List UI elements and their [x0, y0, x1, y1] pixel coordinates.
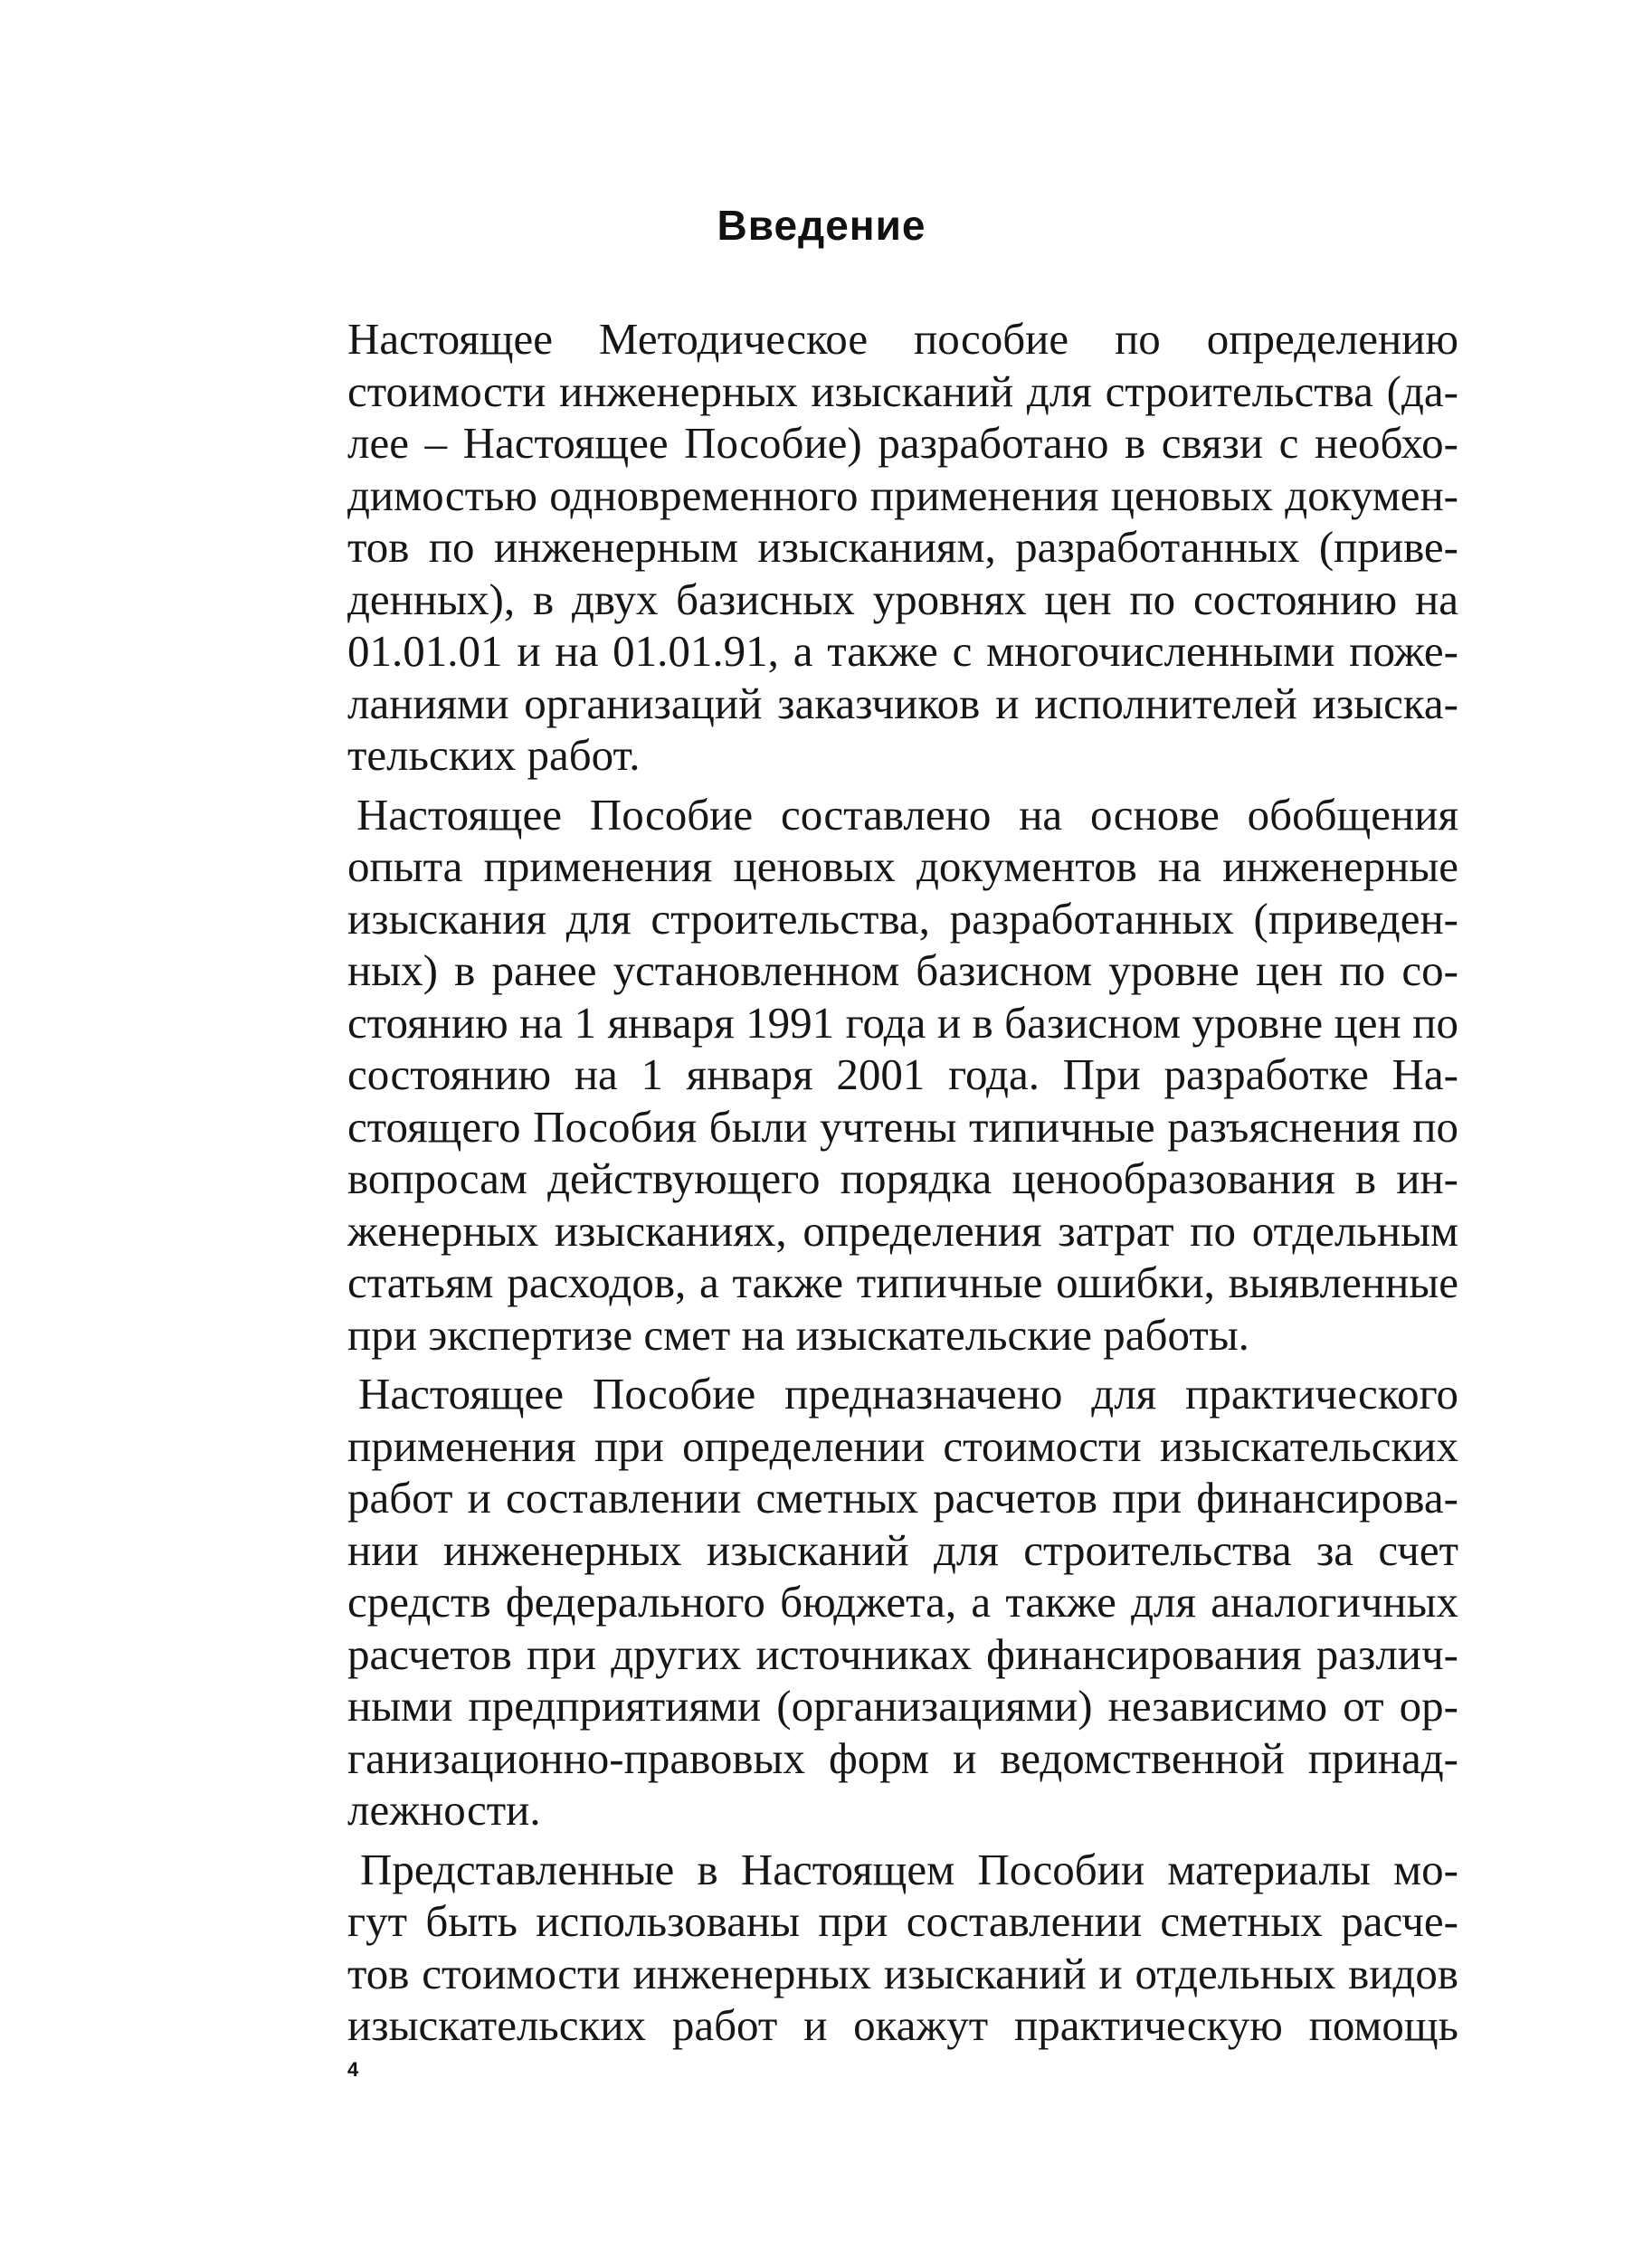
text-line: ных) в ранее установленном базисном уровне цен по со-: [347, 945, 1458, 995]
paragraph-3: [347, 1368, 1458, 1836]
text-line: нии инженерных изысканий для строительства за счет: [347, 1524, 1458, 1575]
text-line: изыскания для строительства, разработанных (приведен-: [347, 893, 1458, 944]
text-line: работ и составлении сметных расчетов при финансирова-: [347, 1473, 1458, 1523]
text-line: ланиями организаций заказчиков и исполнителей изыска-: [347, 678, 1458, 728]
text-line: денных), в двух базисных уровнях цен по состоянию на: [347, 574, 1458, 624]
text-line: стоящего Пособия были учтены типичные разъяснения по: [347, 1101, 1458, 1152]
text-line: ными предприятиями (организациями) независимо от ор-: [347, 1681, 1458, 1731]
paragraph-4: [347, 1844, 1458, 2052]
text-line: применения при определении стоимости изыскательских: [347, 1420, 1458, 1471]
text-line: вопросам действующего порядка ценообразования в ин-: [347, 1153, 1458, 1203]
text-line: лее – Настоящее Пособие) разработано в связи с необхо-: [347, 418, 1458, 468]
paragraph-1: [347, 313, 1458, 782]
text-line: стоимости инженерных изысканий для строительства (да-: [347, 365, 1458, 416]
text-line: тов стоимости инженерных изысканий и отдельных видов: [347, 1948, 1458, 1998]
text-line: ганизационно-правовых форм и ведомственной принад-: [347, 1732, 1458, 1783]
page-number: 4: [347, 2058, 359, 2081]
text-line: димостью одновременного применения ценовых докумен-: [347, 470, 1458, 520]
text-line: Настоящее Методическое пособие по определению: [347, 314, 1458, 364]
text-line: расчетов при других источниках финансирования различ-: [347, 1628, 1458, 1679]
text-line: при экспертизе смет на изыскательские работы.: [347, 1309, 1249, 1360]
text-line: статьям расходов, а также типичные ошибки, выявленные: [347, 1257, 1458, 1307]
text-line: гут быть использованы при составлении сметных расче-: [347, 1896, 1458, 1946]
text-line: средств федерального бюджета, а также для аналогичных: [347, 1577, 1458, 1627]
text-line: изыскательских работ и окажут практическую помощь: [347, 2000, 1458, 2050]
text-line: 01.01.01 и на 01.01.91, а также с многочисленными поже-: [347, 626, 1458, 676]
text-line: Представленные в Настоящем Пособии материалы мо-: [360, 1844, 1458, 1894]
text-line: лежности.: [347, 1785, 541, 1835]
page-title: Введение: [717, 202, 926, 249]
text-line: женерных изысканиях, определения затрат по отдельным: [347, 1205, 1458, 1256]
text-line: состоянию на 1 января 2001 года. При разработке На-: [347, 1049, 1458, 1099]
paragraph-2: [347, 789, 1458, 1362]
text-line: тельских работ.: [347, 730, 641, 780]
text-line: Настоящее Пособие предназначено для практического: [358, 1369, 1458, 1419]
text-line: Настоящее Пособие составлено на основе обобщения: [356, 789, 1458, 840]
text-line: опыта применения ценовых документов на инженерные: [347, 841, 1458, 891]
text-line: стоянию на 1 января 1991 года и в базисном уровне цен по: [347, 997, 1458, 1048]
body-text: [347, 313, 1458, 2052]
text-line: тов по инженерным изысканиям, разработанных (приве-: [347, 522, 1458, 572]
